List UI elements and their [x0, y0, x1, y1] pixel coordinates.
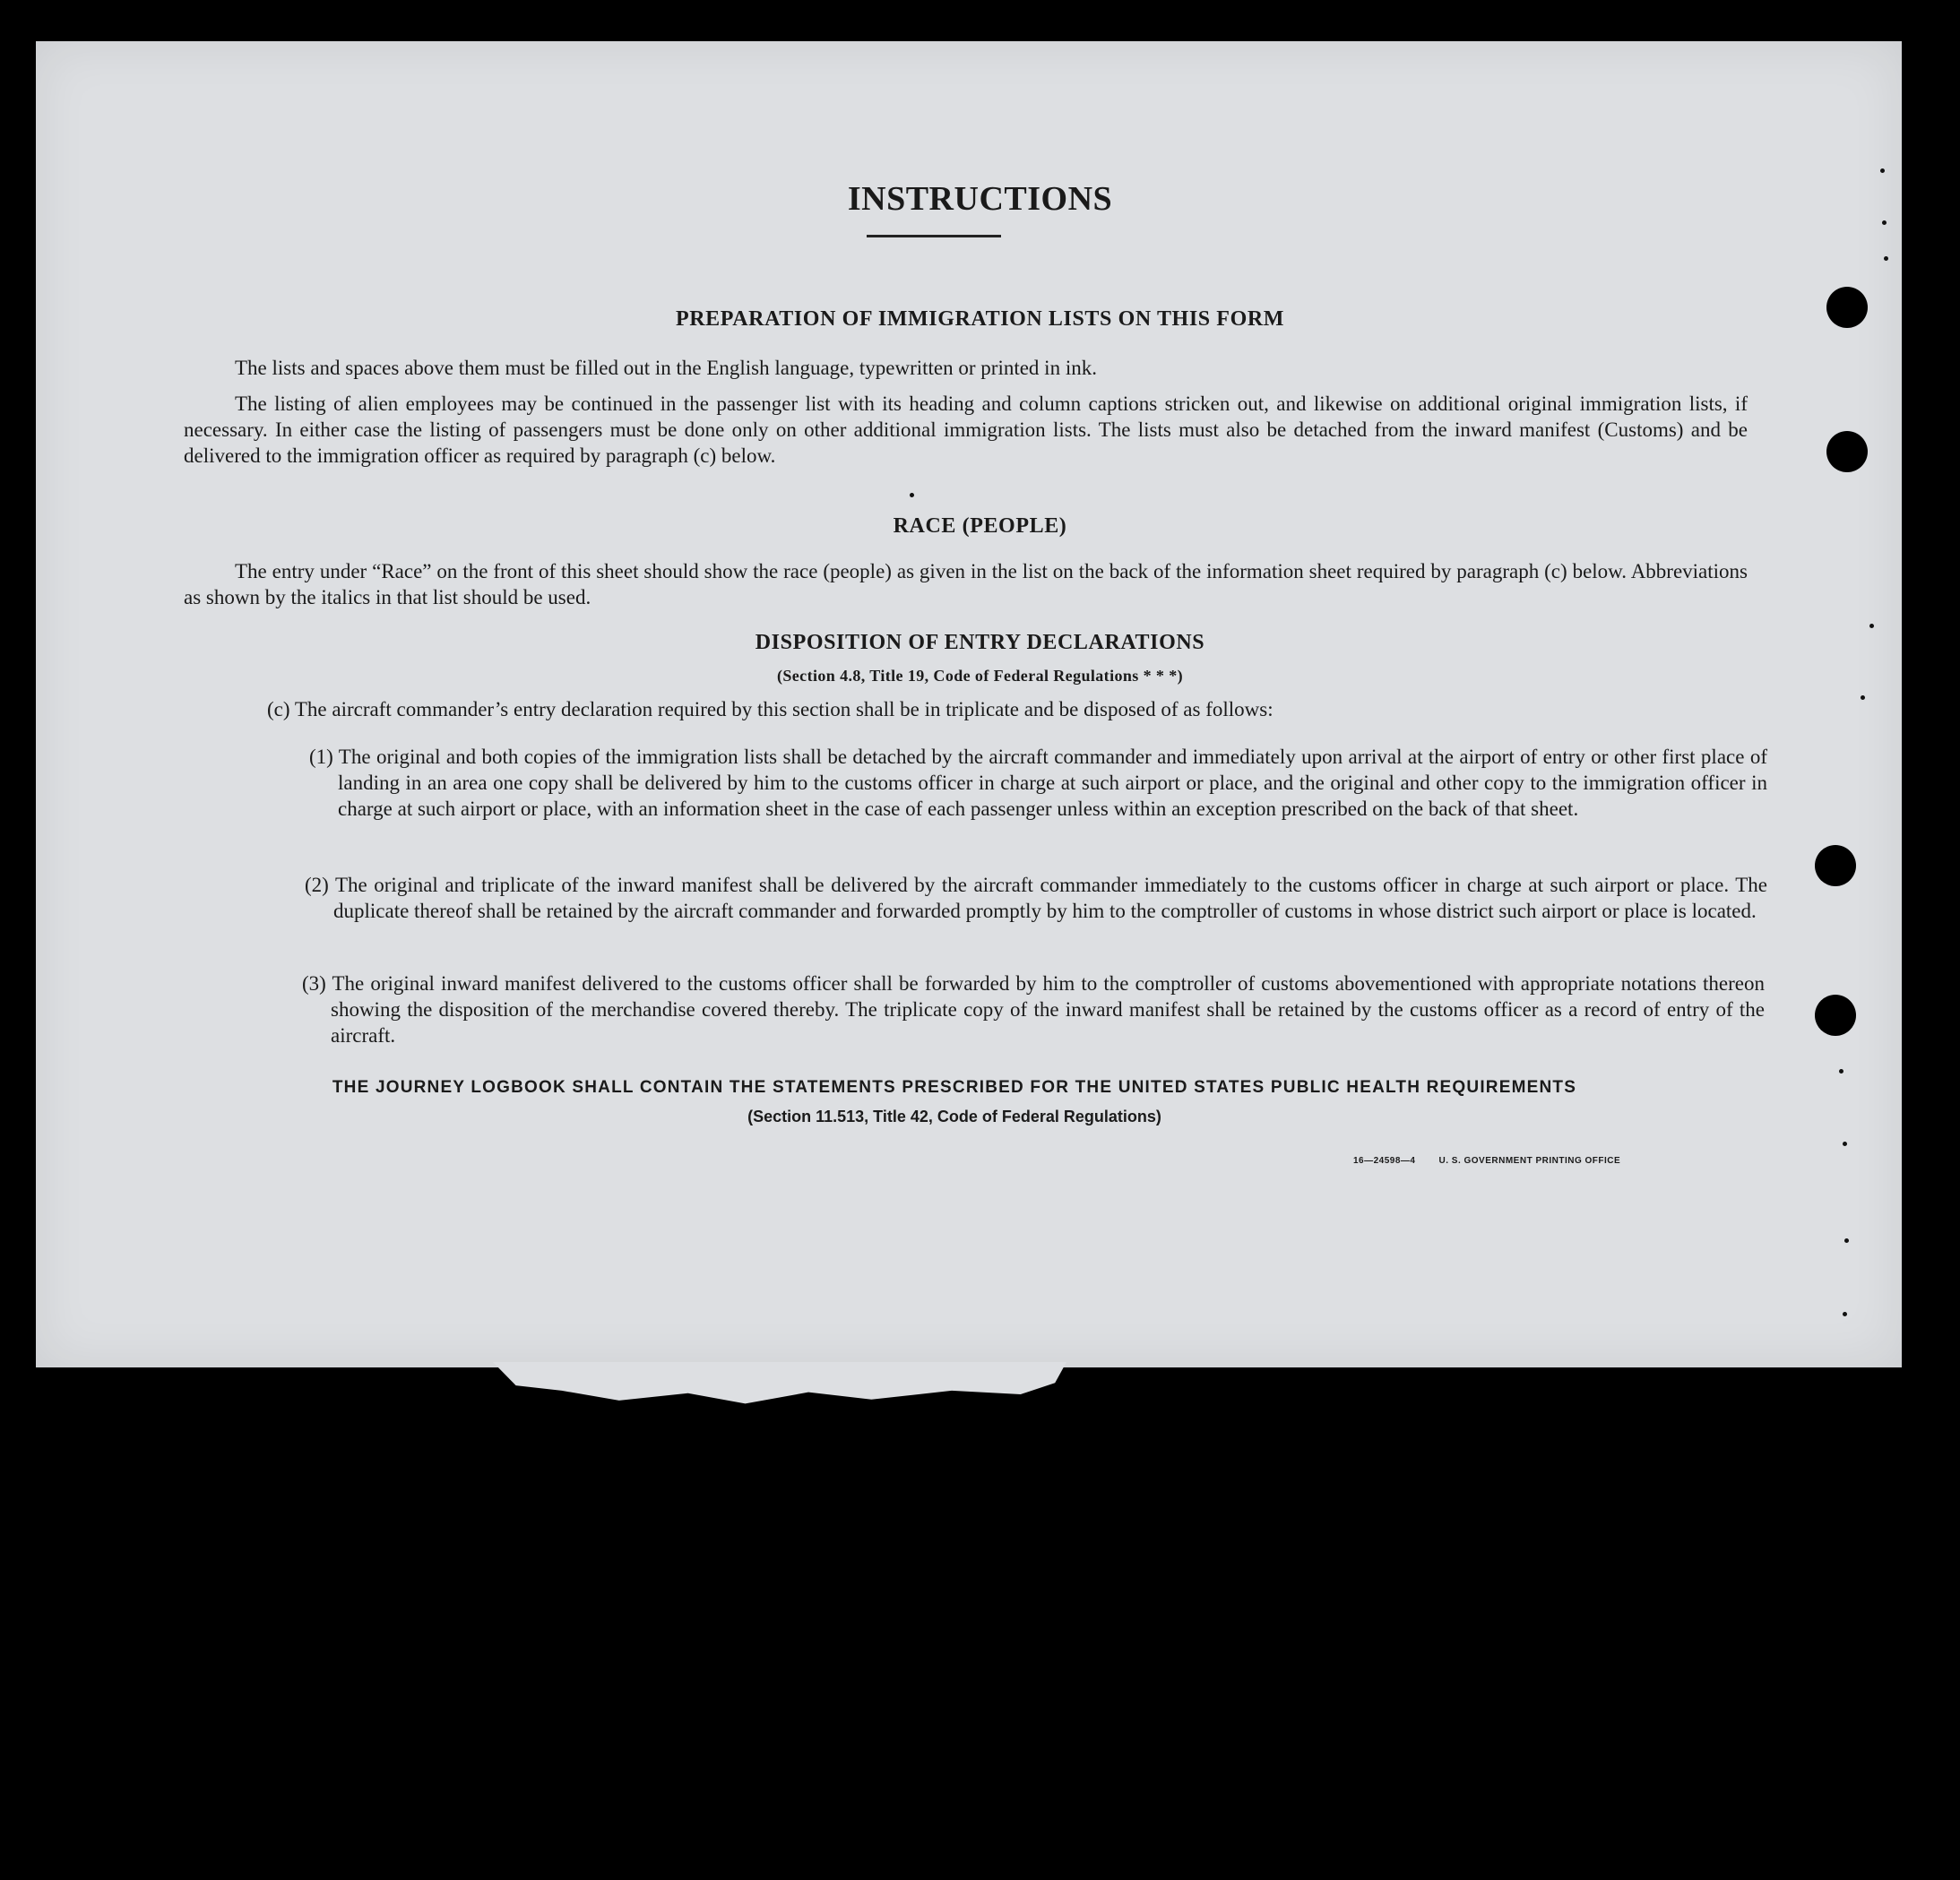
- disposition-heading: DISPOSITION OF ENTRY DECLARATIONS: [755, 631, 1205, 654]
- punch-hole: [1826, 431, 1868, 472]
- disposition-item-3: (3) The original inward manifest delivered to the customs officer shall be forwarded by him to the comptroller of customs abovementioned with appropriate notations thereon showing the disposition of the merchandise covered thereby. The triplicate copy of the inward manifest shall be retained by the customs officer as a record of entry of the aircraft.: [302, 972, 1765, 1047]
- disposition-item-1: (1) The original and both copies of the immigration lists shall be detached by the aircraft commander and immediately upon arrival at the airport of entry or other first place of landing in an area one copy shall be delivered by him to the customs officer in charge at such airport or place, and the original and other copy to the immigration officer in charge at such airport or place, with an information sheet in the case of each passenger unless within an exception prescribed on the back of that sheet.: [309, 746, 1767, 820]
- punch-hole: [1815, 995, 1856, 1036]
- disposition-intro: (c) The aircraft commander’s entry declaration required by this section shall be in triplicate and be disposed of as follows:: [267, 698, 1274, 720]
- punch-hole: [1826, 287, 1868, 328]
- ink-speck: [1880, 168, 1885, 173]
- race-paragraph: The entry under “Race” on the front of this sheet should show the race (people) as given in the list on the back of the information sheet required by paragraph (c) below. Abbreviations as shown by the italics in that list should be used.: [184, 560, 1748, 608]
- footer-citation: (Section 11.513, Title 42, Code of Federal Regulations): [747, 1108, 1161, 1125]
- disposition-item-2: (2) The original and triplicate of the inward manifest shall be delivered by the aircraft commander immediately to the customs officer in charge at such airport or place. The duplicate thereof shall be retained by the aircraft commander and forwarded promptly by him to the comptroller of customs in whose district such airport or place is located.: [305, 874, 1767, 922]
- ink-speck: [910, 493, 914, 497]
- disposition-citation: (Section 4.8, Title 19, Code of Federal Regulations * * *): [776, 667, 1183, 685]
- printer-name: U. S. GOVERNMENT PRINTING OFFICE: [1438, 1156, 1621, 1166]
- preparation-paragraph-2: The listing of alien employees may be continued in the passenger list with its heading and column captions stricken out, and likewise on additional original immigration lists, if necessary. In either case the listing of passengers must be done only on other additional immigration lists. The lists must also be detached from the inward manifest (Customs) and be delivered to the immigration officer as required by paragraph (c) below.: [184, 392, 1748, 467]
- ink-speck: [1844, 1238, 1849, 1243]
- form-number: 16—24598—4: [1353, 1156, 1416, 1166]
- printer-imprint: [1353, 1156, 1730, 1166]
- ink-speck: [1839, 1069, 1843, 1074]
- page-title: INSTRUCTIONS: [847, 180, 1113, 218]
- torn-edge: [493, 1362, 1066, 1414]
- preparation-heading: PREPARATION OF IMMIGRATION LISTS ON THIS FORM: [675, 307, 1285, 331]
- ink-speck: [1869, 624, 1874, 628]
- punch-hole: [1815, 845, 1856, 886]
- footer-statement: THE JOURNEY LOGBOOK SHALL CONTAIN THE STATEMENTS PRESCRIBED FOR THE UNITED STATES PUBLIC HEALTH REQUIREMENTS: [332, 1078, 1577, 1097]
- ink-speck: [1843, 1142, 1847, 1146]
- ink-speck: [1884, 256, 1888, 261]
- preparation-paragraph-1: The lists and spaces above them must be filled out in the English language, typewritten or printed in ink.: [235, 357, 1097, 379]
- ink-speck: [1861, 695, 1865, 700]
- race-heading: RACE (PEOPLE): [893, 514, 1067, 538]
- ink-speck: [1843, 1312, 1847, 1316]
- title-rule: [867, 235, 1001, 237]
- ink-speck: [1882, 220, 1887, 225]
